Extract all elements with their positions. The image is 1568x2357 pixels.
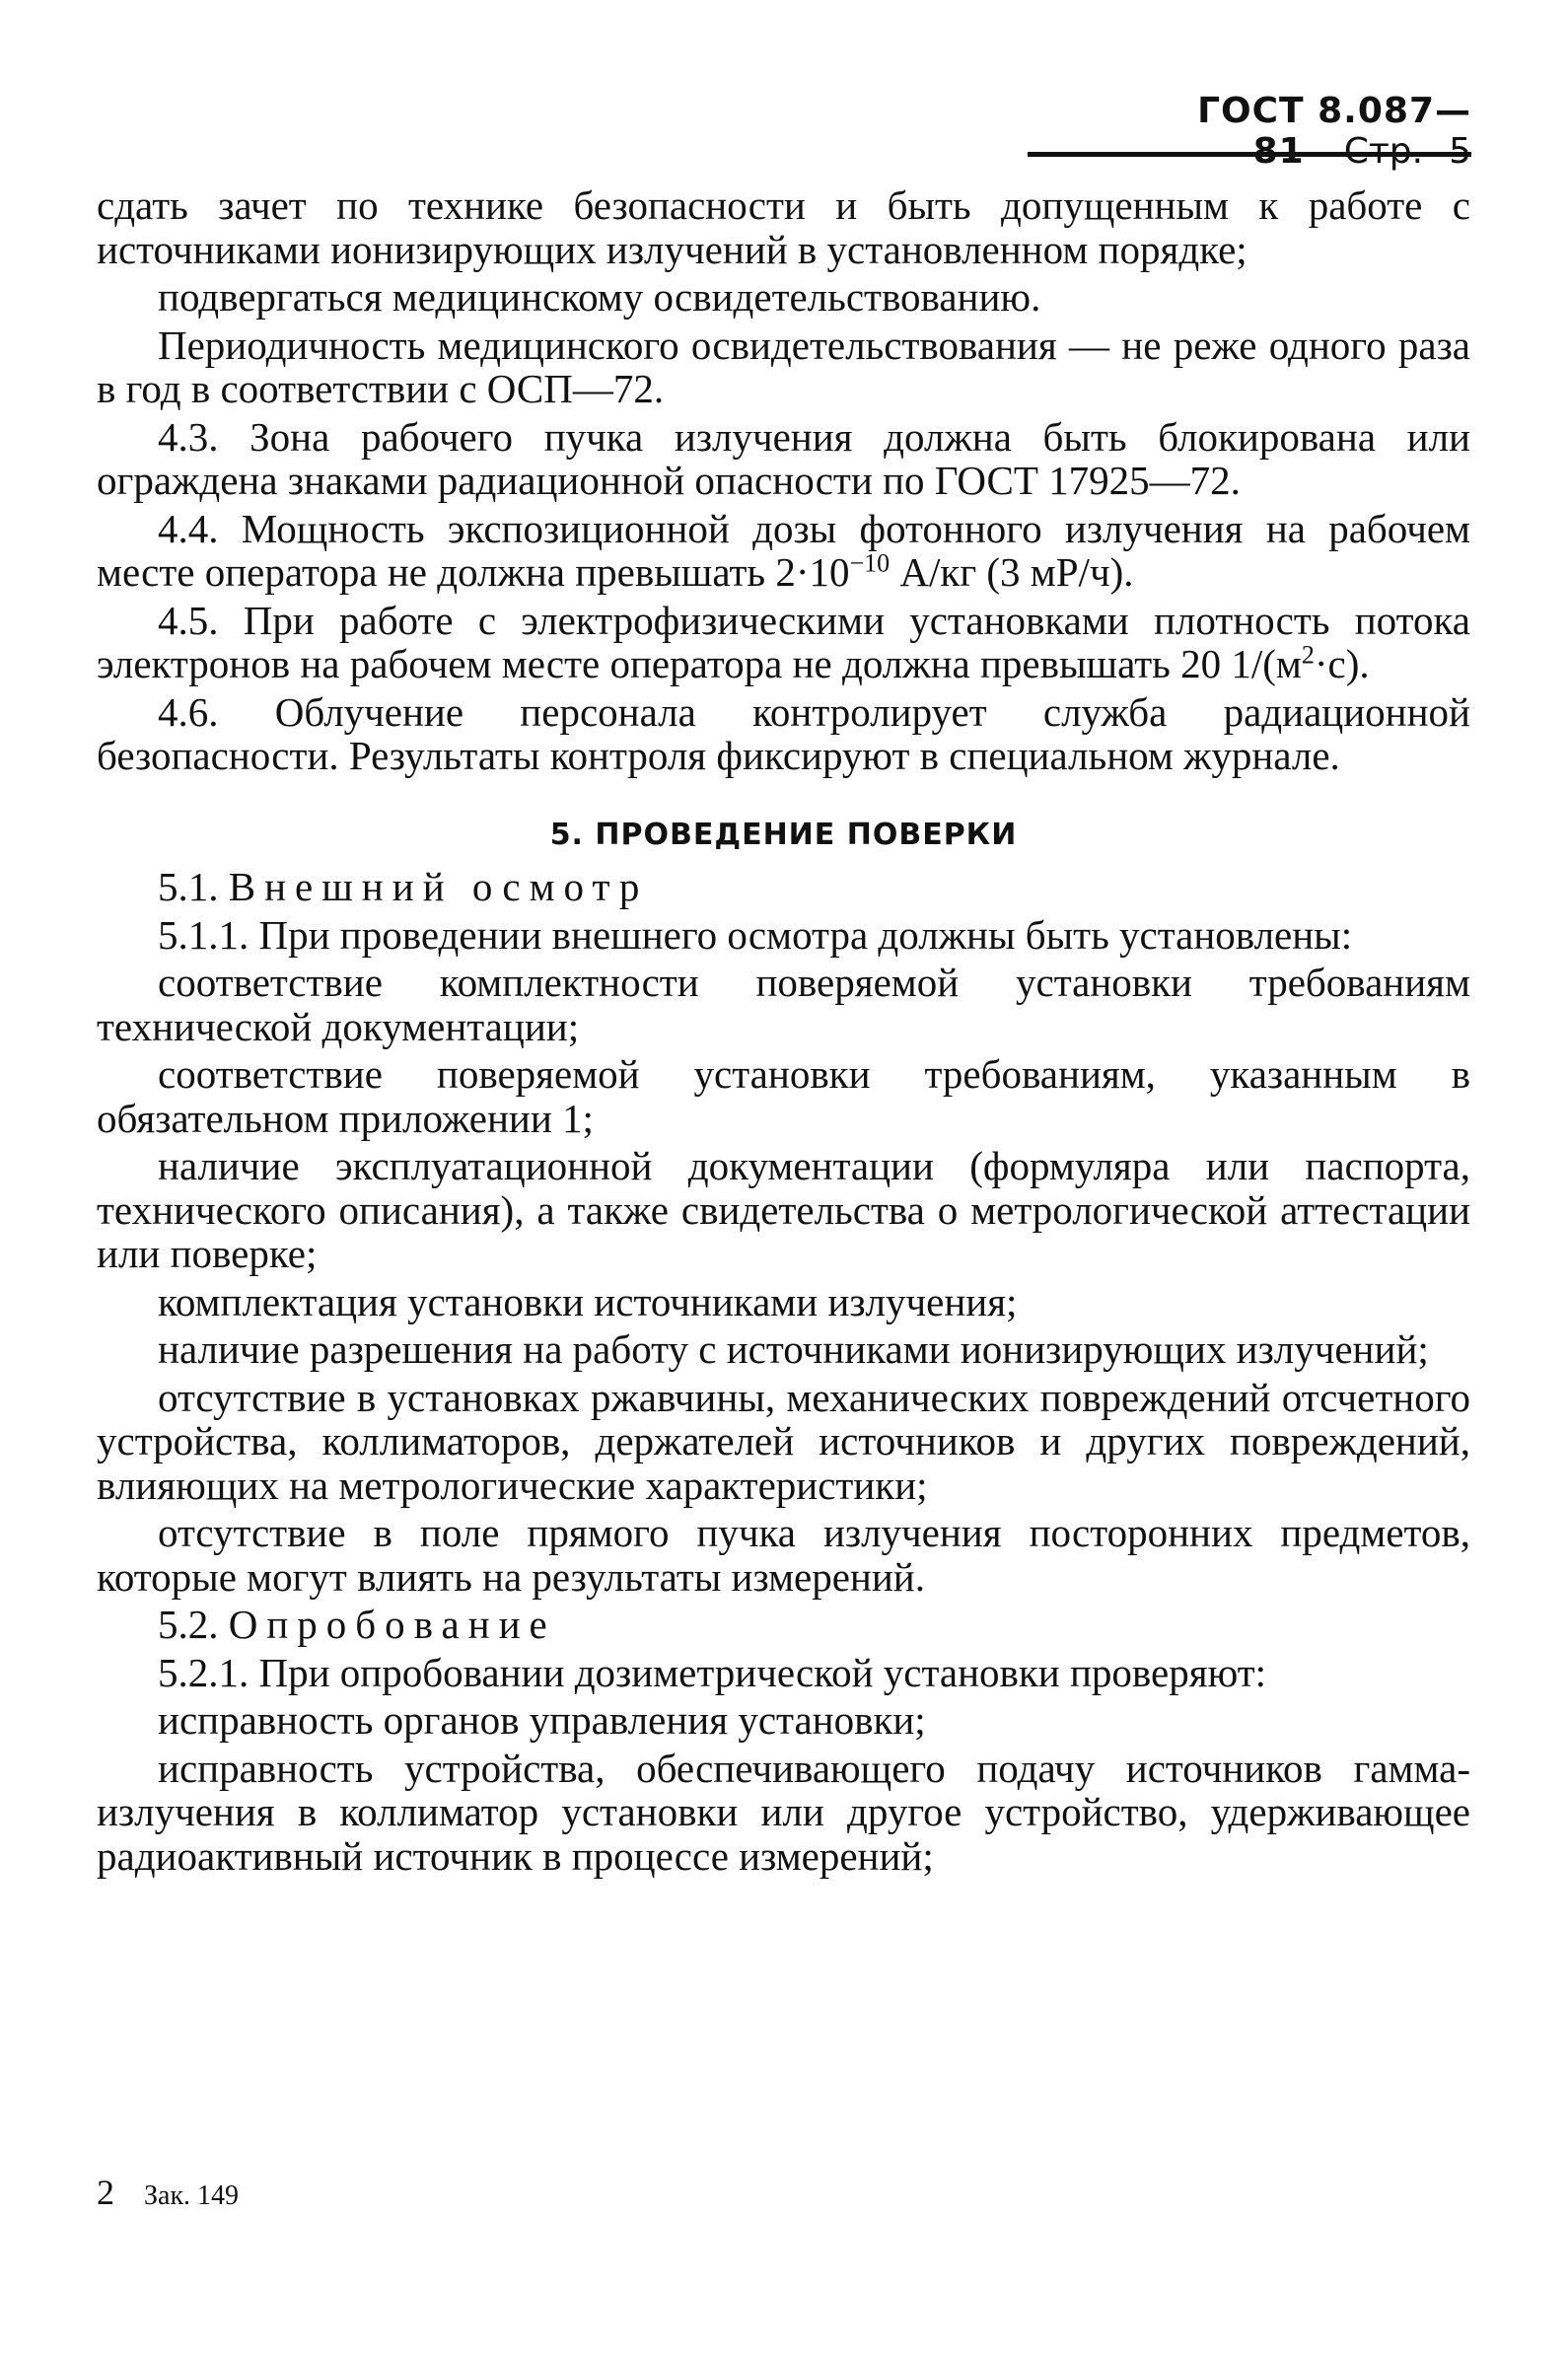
list-item: соответствие поверяемой установки требованиям, указанным в обязательном приложении 1; — [97, 1051, 1470, 1141]
paragraph-4-3: 4.3. Зона рабочего пучка излучения должна быть блокирована или ограждена знаками радиационной опасности по ГОСТ 17925—72. — [97, 413, 1470, 503]
paragraph: сдать зачет по технике безопасности и быть допущенным к работе с источниками ионизирующих излучений в установленном порядке; — [97, 182, 1470, 272]
sheet-number: 2 — [97, 2173, 114, 2212]
page-label: Стр. — [1343, 131, 1424, 172]
list-item: наличие разрешения на работу с источниками ионизирующих излучений; — [158, 1326, 1429, 1372]
list-item: исправность органов управления установки; — [158, 1697, 926, 1743]
section-title: 5. ПРОВЕДЕНИЕ ПОВЕРКИ — [549, 817, 1018, 852]
page-number: 5 — [1449, 131, 1471, 172]
subsection-heading: 5.2. Опробование — [158, 1602, 556, 1647]
paragraph: Периодичность медицинского освидетельствования — не реже одного раза в год в соответствии с ОСП—72. — [97, 321, 1470, 411]
page-footer — [97, 2172, 239, 2213]
subsection-heading: 5.1. Внешний осмотр — [158, 864, 649, 909]
list-item: соответствие комплектности поверяемой установки требованиям технической документации; — [97, 960, 1470, 1049]
paragraph: подвергаться медицинскому освидетельствованию. — [158, 274, 1041, 320]
list-item: 5.2.1. При опробовании дозиметрической установки проверяют: — [158, 1649, 1266, 1695]
list-item: отсутствие в поле прямого пучка излучения посторонних предметов, которые могут влиять на результаты измерений. — [97, 1510, 1470, 1600]
paragraph-4-6: 4.6. Облучение персонала контролирует служба радиационной безопасности. Результаты контроля фиксируют в специальном журнале. — [97, 688, 1470, 778]
page-header — [1028, 91, 1471, 172]
paragraph-4-5: 4.5. При работе с электрофизическими установками плотность потока электронов на рабочем месте оператора не должна превышать 20 $1/(м^2\cdot с)$. — [97, 597, 1470, 686]
paragraph-4-4: 4.4. Мощность экспозиционной дозы фотонного излучения на рабочем месте оператора не должна превышать $2\cdot 10^{-10}$ А/кг (3 мР/ч). — [97, 505, 1470, 595]
order-number: Зак. 149 — [144, 2180, 240, 2211]
list-item: 5.1.1. При проведении внешнего осмотра должны быть установлены: — [158, 911, 1353, 958]
standard-number: ГОСТ 8.087—81 — [1197, 91, 1471, 172]
document-body — [97, 183, 1470, 1882]
list-item: наличие эксплуатационной документации (формуляра или паспорта, технического описания), а также свидетельства о метрологической аттестации или поверке; — [97, 1143, 1470, 1276]
list-item: комплектация установки источниками излучения; — [158, 1278, 1018, 1324]
list-item: отсутствие в установках ржавчины, механических повреждений отсчетного устройства, коллиматоров, держателей источников и других повреждений, влияющих на метрологические характеристики; — [97, 1374, 1470, 1508]
list-item: исправность устройства, обеспечивающего подачу источников гамма-излучения в коллиматор установки или другое устройство, удерживающее радиоактивный источник в процессе измерений; — [97, 1745, 1470, 1879]
